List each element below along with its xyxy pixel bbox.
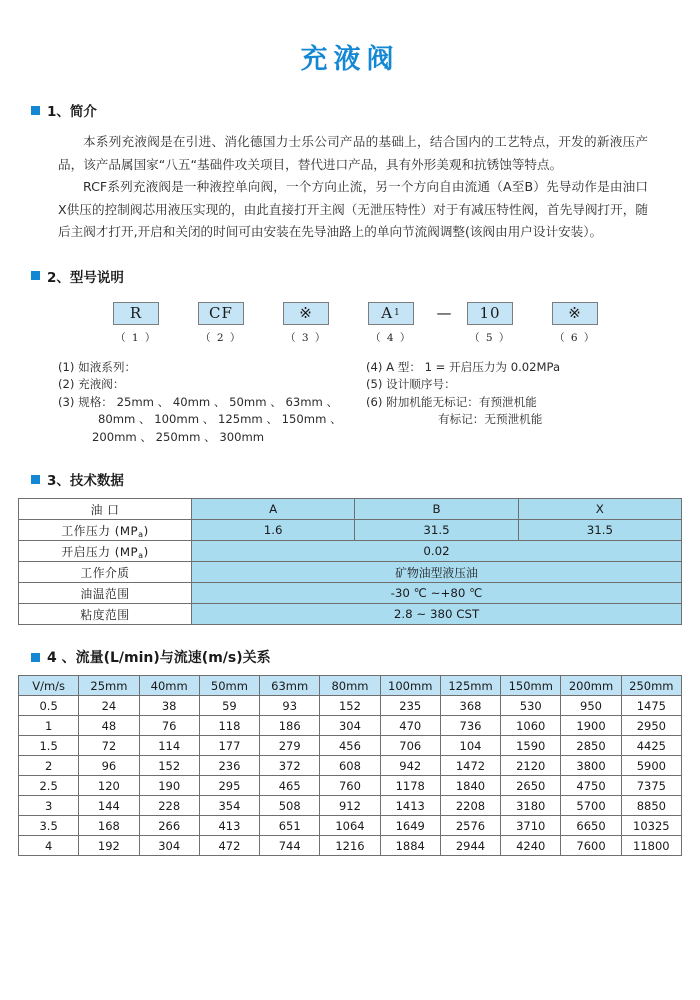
flow-rate-value: 706: [380, 736, 440, 756]
tech-working-pressure-b: 31.5: [355, 520, 518, 541]
flow-rate-value: 279: [260, 736, 320, 756]
flow-rate-value: 413: [199, 816, 259, 836]
table-row: [19, 716, 682, 736]
flow-rate-value: 152: [139, 756, 199, 776]
flow-rate-value: 1060: [501, 716, 561, 736]
model-code-cell-4: [368, 302, 414, 345]
flow-rate-value: 1649: [380, 816, 440, 836]
tech-viscosity-value: 2.8 ~ 380 CST: [192, 604, 682, 625]
flow-col-header-50mm: 50mm: [199, 676, 259, 696]
section-heading-tech: [31, 469, 682, 489]
flow-rate-value: 228: [139, 796, 199, 816]
flow-rate-value: 912: [320, 796, 380, 816]
flow-rate-value: 3800: [561, 756, 621, 776]
model-code-value-4: A: [381, 304, 394, 322]
square-bullet-icon: [31, 271, 40, 280]
section-heading-intro: [31, 100, 682, 120]
table-row: [19, 756, 682, 776]
flow-rate-value: 2650: [501, 776, 561, 796]
model-code-cell-6: [552, 302, 598, 345]
flow-rate-value: 1064: [320, 816, 380, 836]
flow-rate-value: 295: [199, 776, 259, 796]
tech-row-label-oil-temp: 油温范围: [19, 583, 192, 604]
legend-item-5: (5) 设计顺序号：: [366, 377, 456, 391]
flow-rate-value: 3180: [501, 796, 561, 816]
flow-rate-value: 144: [79, 796, 139, 816]
flow-rate-value: 114: [139, 736, 199, 756]
flow-col-header-40mm: 40mm: [139, 676, 199, 696]
table-row: [19, 796, 682, 816]
model-code-box-1: [113, 302, 159, 325]
tech-label-tail: ): [143, 523, 149, 538]
square-bullet-icon: [31, 475, 40, 484]
legend-item-3: (3) 规格： 25mm 、 40mm 、 50mm 、 63mm 、: [58, 394, 339, 409]
model-legend-left: [18, 359, 348, 447]
tech-label-text: 开启压力 (MP: [61, 544, 139, 559]
table-row: [19, 562, 682, 583]
model-code-index-1: （ 1 ）: [115, 331, 157, 344]
flow-rate-value: 168: [79, 816, 139, 836]
flow-rate-value: 1413: [380, 796, 440, 816]
model-code-cell-1: [113, 302, 159, 345]
flow-rate-value: 465: [260, 776, 320, 796]
flow-rate-value: 1884: [380, 836, 440, 856]
flow-rate-value: 1590: [501, 736, 561, 756]
flow-rate-value: 72: [79, 736, 139, 756]
flow-velocity-value: 1: [19, 716, 79, 736]
legend-item-3-cont-1: 80mm 、 100mm 、 125mm 、 150mm 、: [98, 412, 342, 426]
flow-velocity-value: 3: [19, 796, 79, 816]
flow-table-body: [19, 696, 682, 856]
flow-rate-value: 3710: [501, 816, 561, 836]
model-code-cell-3: [283, 302, 329, 345]
flow-col-header-200mm: 200mm: [561, 676, 621, 696]
section-title-flow: 4 、流量(L/min)与流速(m/s)关系: [47, 650, 271, 666]
flow-rate-value: 744: [260, 836, 320, 856]
table-row: [19, 583, 682, 604]
flow-rate-value: 372: [260, 756, 320, 776]
flow-rate-value: 177: [199, 736, 259, 756]
table-row: [19, 816, 682, 836]
flow-rate-value: 508: [260, 796, 320, 816]
model-code-value-5: 10: [479, 304, 501, 322]
tech-port-b: B: [355, 499, 518, 520]
model-code-value-2: CF: [209, 304, 233, 322]
flow-rate-value: 10325: [621, 816, 681, 836]
model-legend: [18, 359, 682, 447]
model-code-box-2: [198, 302, 244, 325]
table-row: [19, 836, 682, 856]
flow-col-header-63mm: 63mm: [260, 676, 320, 696]
tech-oil-temp-value: -30 ℃ ~+80 ℃: [192, 583, 682, 604]
flow-rate-value: 1472: [440, 756, 500, 776]
table-row: [19, 520, 682, 541]
flow-rate-value: 304: [139, 836, 199, 856]
flow-rate-value: 76: [139, 716, 199, 736]
section-heading-flow: [31, 647, 682, 667]
tech-label-tail: ): [143, 544, 149, 559]
flow-rate-value: 186: [260, 716, 320, 736]
model-code-box-5: [467, 302, 513, 325]
flow-rate-value: 2208: [440, 796, 500, 816]
model-code-index-4: （ 4 ）: [370, 331, 412, 344]
table-row: [19, 604, 682, 625]
flow-col-header-25mm: 25mm: [79, 676, 139, 696]
model-code-index-6: （ 6 ）: [554, 331, 596, 344]
flow-rate-value: 120: [79, 776, 139, 796]
model-legend-right: [348, 359, 682, 447]
flow-rate-value: 8850: [621, 796, 681, 816]
flow-rate-value: 6650: [561, 816, 621, 836]
model-code-value-6: ※: [568, 304, 582, 322]
table-row: [19, 541, 682, 562]
flow-rate-value: 7375: [621, 776, 681, 796]
flow-rate-value: 472: [199, 836, 259, 856]
model-code-box-3: [283, 302, 329, 325]
flow-rate-value: 736: [440, 716, 500, 736]
technical-data-table: [18, 498, 682, 625]
flow-rate-value: 950: [561, 696, 621, 716]
flow-velocity-table: [18, 675, 682, 856]
section-title-intro: 1、简介: [47, 104, 97, 120]
flow-rate-value: 651: [260, 816, 320, 836]
tech-label-subscript: a: [138, 550, 144, 560]
flow-velocity-value: 4: [19, 836, 79, 856]
flow-rate-value: 608: [320, 756, 380, 776]
section-heading-model: [31, 266, 682, 286]
legend-item-2: (2) 充液阀：: [58, 377, 125, 391]
intro-paragraph-2: RCF系列充液阀是一种液控单向阀，一个方向止流，另一个方向自由流通（A至B）先导动作是由油口X供压的控制阀芯用液压实现的，由此直接打开主阀（无泄压特性）对于有减压特性阀，首先导阀打开，随后主阀才打开,开启和关闭的时间可由安装在先导油路上的单向节流阀调整(该阀由用户设计安装）。: [58, 179, 648, 239]
table-header-row: [19, 676, 682, 696]
flow-rate-value: 192: [79, 836, 139, 856]
flow-col-header-velocity: V/m/s: [19, 676, 79, 696]
flow-rate-value: 942: [380, 756, 440, 776]
flow-rate-value: 2576: [440, 816, 500, 836]
flow-rate-value: 4750: [561, 776, 621, 796]
intro-paragraph-1: 本系列充液阀是在引进、消化德国力士乐公司产品的基础上，结合国内的工艺特点，开发的新液压产品，该产品属国家“八五“基础件攻关项目，替代进口产品，具有外形美观和抗锈蚀等特点。: [58, 134, 648, 172]
flow-rate-value: 7600: [561, 836, 621, 856]
flow-velocity-value: 2.5: [19, 776, 79, 796]
flow-rate-value: 2950: [621, 716, 681, 736]
tech-cracking-pressure-value: 0.02: [192, 541, 682, 562]
flow-rate-value: 456: [320, 736, 380, 756]
model-code-cell-5: [467, 302, 513, 345]
flow-rate-value: 24: [79, 696, 139, 716]
square-bullet-icon: [31, 653, 40, 662]
table-row: [19, 696, 682, 716]
model-code-index-5: （ 5 ）: [469, 331, 511, 344]
table-row: [19, 776, 682, 796]
model-code-cell-2: [198, 302, 244, 345]
section-title-model: 2、型号说明: [47, 269, 124, 286]
table-row: [19, 736, 682, 756]
flow-col-header-100mm: 100mm: [380, 676, 440, 696]
legend-item-4: (4) A 型： 1 = 开启压力为 0.02MPa: [366, 359, 561, 374]
model-code-index-3: （ 3 ）: [285, 331, 327, 344]
legend-item-6-cont: 有标记：无预泄机能: [438, 412, 543, 426]
flow-velocity-value: 0.5: [19, 696, 79, 716]
tech-label-subscript: a: [138, 529, 144, 539]
flow-rate-value: 2120: [501, 756, 561, 776]
section-title-tech: 3、技术数据: [47, 473, 124, 489]
page-title: 充液阀: [300, 44, 400, 75]
model-code-box-6: [552, 302, 598, 325]
flow-rate-value: 368: [440, 696, 500, 716]
flow-rate-value: 96: [79, 756, 139, 776]
flow-rate-value: 236: [199, 756, 259, 776]
flow-rate-value: 1840: [440, 776, 500, 796]
flow-rate-value: 48: [79, 716, 139, 736]
model-code-box-4: [368, 302, 414, 325]
flow-rate-value: 2944: [440, 836, 500, 856]
flow-rate-value: 2850: [561, 736, 621, 756]
table-row: [19, 499, 682, 520]
flow-rate-value: 152: [320, 696, 380, 716]
flow-rate-value: 5900: [621, 756, 681, 776]
flow-velocity-value: 2: [19, 756, 79, 776]
tech-row-label-cracking-pressure: [19, 541, 192, 562]
flow-col-header-80mm: 80mm: [320, 676, 380, 696]
tech-port-a: A: [192, 499, 355, 520]
flow-rate-value: 1475: [621, 696, 681, 716]
flow-rate-value: 38: [139, 696, 199, 716]
flow-rate-value: 1178: [380, 776, 440, 796]
flow-velocity-value: 3.5: [19, 816, 79, 836]
flow-rate-value: 5700: [561, 796, 621, 816]
flow-rate-value: 118: [199, 716, 259, 736]
flow-rate-value: 1216: [320, 836, 380, 856]
legend-item-6: (6) 附加机能无标记：有预泄机能: [366, 394, 537, 409]
model-code-row: [18, 302, 682, 345]
flow-rate-value: 760: [320, 776, 380, 796]
model-code-index-2: （ 2 ）: [200, 331, 242, 344]
tech-row-label-medium: 工作介质: [19, 562, 192, 583]
legend-item-1: (1) 如液系列：: [58, 359, 137, 374]
tech-row-label-port: 油 口: [19, 499, 192, 520]
flow-velocity-value: 1.5: [19, 736, 79, 756]
tech-working-pressure-a: 1.6: [192, 520, 355, 541]
flow-rate-value: 4240: [501, 836, 561, 856]
legend-item-3-cont-2: 200mm 、 250mm 、 300mm: [92, 429, 265, 444]
flow-rate-value: 266: [139, 816, 199, 836]
flow-rate-value: 104: [440, 736, 500, 756]
flow-rate-value: 93: [260, 696, 320, 716]
flow-rate-value: 190: [139, 776, 199, 796]
flow-col-header-150mm: 150mm: [501, 676, 561, 696]
square-bullet-icon: [31, 106, 40, 115]
model-code-value-1: R: [129, 304, 143, 322]
flow-rate-value: 4425: [621, 736, 681, 756]
intro-body: [58, 131, 648, 244]
flow-rate-value: 470: [380, 716, 440, 736]
tech-row-label-working-pressure: [19, 520, 192, 541]
model-code-subscript-4: 1: [394, 308, 401, 318]
tech-medium-value: 矿物油型液压油: [192, 562, 682, 583]
tech-working-pressure-x: 31.5: [518, 520, 681, 541]
model-code-separator: —: [436, 303, 452, 322]
flow-rate-value: 1900: [561, 716, 621, 736]
model-code-value-3: ※: [299, 304, 313, 322]
flow-rate-value: 354: [199, 796, 259, 816]
flow-rate-value: 235: [380, 696, 440, 716]
flow-rate-value: 530: [501, 696, 561, 716]
flow-col-header-250mm: 250mm: [621, 676, 681, 696]
flow-rate-value: 304: [320, 716, 380, 736]
tech-port-x: X: [518, 499, 681, 520]
flow-table-head: [19, 676, 682, 696]
flow-rate-value: 11800: [621, 836, 681, 856]
tech-row-label-viscosity: 粘度范围: [19, 604, 192, 625]
tech-label-text: 工作压力 (MP: [61, 523, 139, 538]
flow-col-header-125mm: 125mm: [440, 676, 500, 696]
flow-rate-value: 59: [199, 696, 259, 716]
